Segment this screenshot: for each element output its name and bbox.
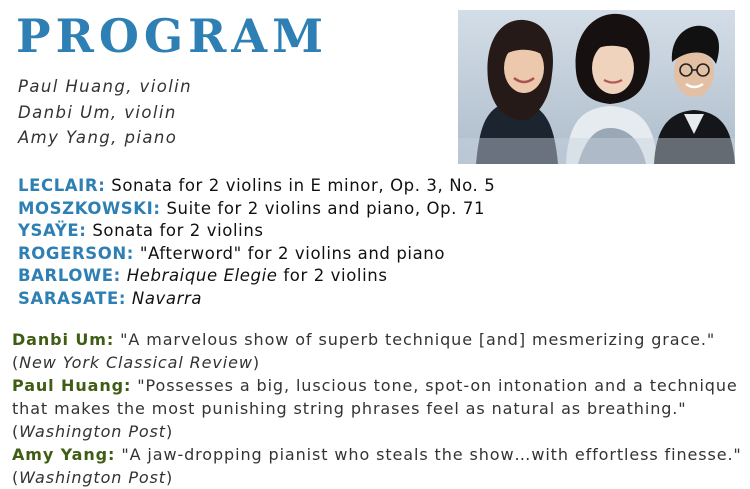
performer-list [18, 74, 192, 151]
quote-source: Washington Post [19, 468, 166, 487]
program-item-sarasate [18, 288, 495, 311]
work-title-suffix: for 2 violins [277, 266, 388, 285]
program-item-barlowe [18, 265, 495, 288]
quote-name: Amy Yang: [12, 445, 116, 464]
quote-name: Danbi Um: [12, 330, 115, 349]
work-title: Sonata for 2 violins in E minor, Op. 3, No. 5 [111, 176, 496, 195]
press-quotes [12, 328, 742, 489]
work-title: "Afterword" for 2 violins and piano [139, 243, 446, 263]
work-title: Sonata for 2 violins [92, 221, 264, 240]
program-item-ysaye [18, 220, 495, 243]
quote-source: Washington Post [19, 422, 166, 441]
composer-name: LECLAIR: [18, 176, 106, 195]
quote-danbi-um [12, 328, 742, 374]
quote-name: Paul Huang: [12, 376, 132, 395]
quote-close: ) [165, 468, 174, 487]
quote-text: "Possesses a big, luscious tone, spot-on intonation and a technique that makes the most punishing string phrases feel as natural as breathing." ( [12, 376, 738, 441]
composer-name: YSAŸE: [18, 221, 87, 240]
work-title-italic: Hebraique Elegie [126, 266, 278, 285]
quote-close: ) [252, 353, 261, 372]
program-list [18, 175, 495, 310]
page-title: PROGRAM [16, 9, 329, 63]
program-item-rogerson [18, 243, 495, 266]
work-title-italic: Navarra [131, 288, 203, 308]
program-item-moszkowski [18, 198, 495, 221]
trio-portrait-photo [458, 10, 735, 164]
quote-text: "A marvelous show of superb technique [and] mesmerizing grace." ( [12, 330, 716, 372]
composer-name: SARASATE: [18, 288, 127, 308]
composer-name: ROGERSON: [18, 243, 134, 263]
quote-source: New York Classical Review [19, 353, 253, 372]
quote-paul-huang [12, 374, 742, 443]
quote-amy-yang [12, 443, 742, 489]
performer-amy-yang: Amy Yang, piano [18, 128, 178, 147]
performer-danbi-um: Danbi Um, violin [18, 102, 177, 122]
composer-name: MOSZKOWSKI: [18, 198, 161, 218]
quote-text: "A jaw-dropping pianist who steals the show…with effortless finesse." ( [12, 445, 742, 487]
program-item-leclair [18, 175, 495, 198]
trio-portrait-illustration [458, 10, 735, 164]
quote-close: ) [165, 422, 174, 441]
performer-paul-huang: Paul Huang, violin [18, 77, 193, 96]
composer-name: BARLOWE: [18, 266, 121, 285]
work-title: Suite for 2 violins and piano, Op. 71 [166, 198, 486, 218]
